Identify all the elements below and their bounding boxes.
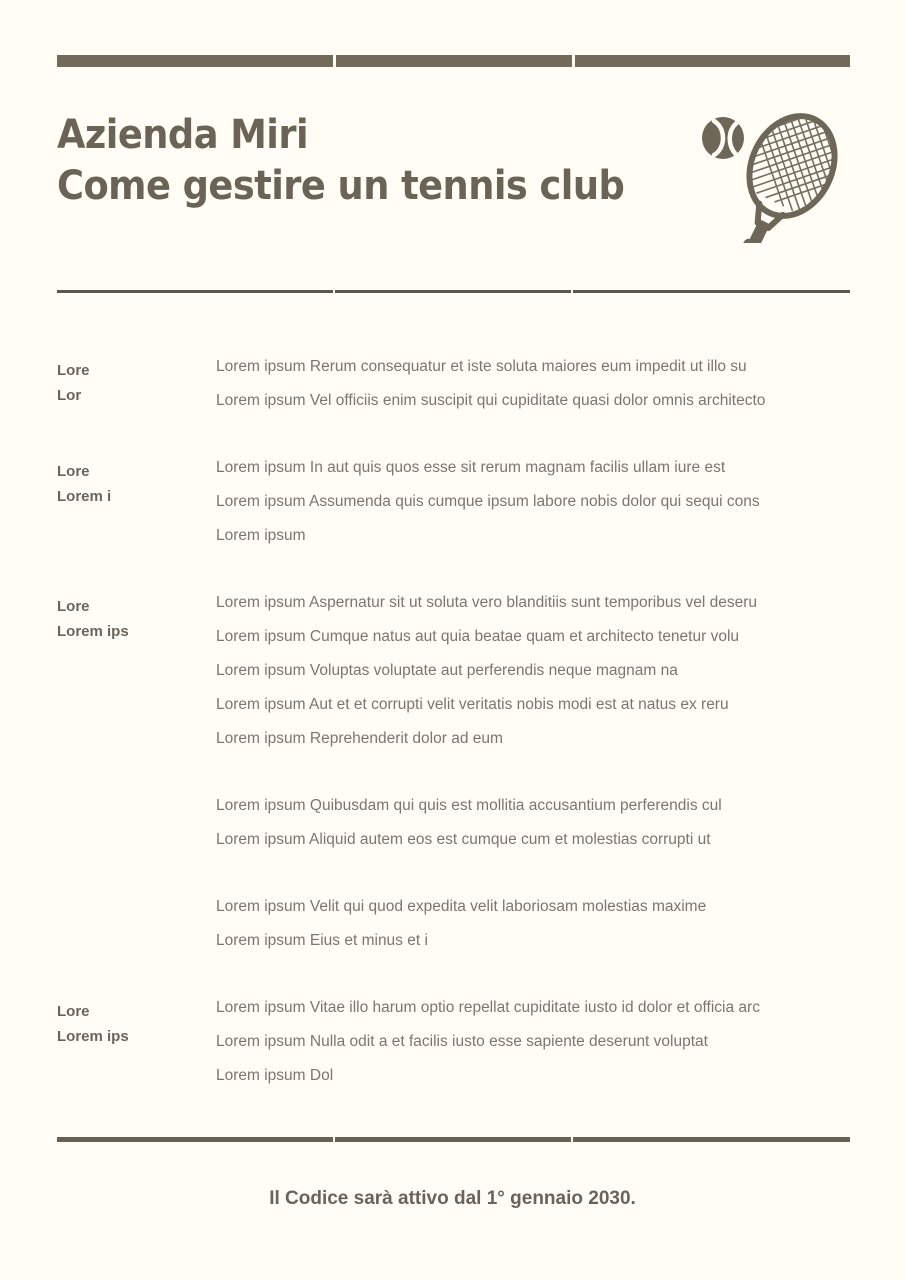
title-block: [57, 110, 674, 212]
row-label-cell: [57, 586, 216, 644]
row-label-cell: [57, 991, 216, 1049]
content-table: [57, 350, 850, 1093]
row-body-line: Lorem ipsum In aut quis quos esse sit rerum magnam facilis ullam iure est: [216, 459, 726, 476]
row-body-line: Lorem ipsum Aspernatur sit ut soluta vero blanditiis sunt temporibus vel deseru: [216, 594, 758, 611]
tennis-racket-and-ball-icon: [700, 108, 850, 243]
table-row: [57, 451, 850, 553]
row-body-line: Lorem ipsum Eius et minus et i: [216, 932, 428, 949]
footer-note: Il Codice sarà attivo dal 1° gennaio 2030.: [269, 1188, 636, 1209]
top-bar-segment-1: [57, 55, 333, 67]
table-row: [57, 890, 850, 958]
page-title: Azienda Miri: [57, 112, 309, 158]
row-label-line: Lore: [57, 1003, 90, 1020]
row-label-line: Lorem ips: [57, 623, 129, 640]
top-bar-segment-3: [575, 55, 850, 67]
row-label-line: Lore: [57, 362, 90, 379]
row-body-line: Lorem ipsum: [216, 527, 306, 544]
top-accent-bar: [57, 55, 850, 67]
page-subtitle: Come gestire un tennis club: [57, 163, 625, 209]
table-row: [57, 789, 850, 857]
row-body-line: Lorem ipsum Nulla odit a et facilis iusto esse sapiente deserunt voluptat: [216, 1033, 708, 1050]
footer-divider: [57, 1137, 850, 1142]
row-body-line: Lorem ipsum Aut et et corrupti velit veritatis nobis modi est at natus ex reru: [216, 696, 729, 713]
row-body-cell: [216, 789, 850, 857]
header-divider-segment-3: [573, 290, 850, 293]
row-label-cell: [57, 451, 216, 509]
document-header: [57, 110, 850, 250]
row-body-cell: [216, 890, 850, 958]
row-label-line: Lorem i: [57, 488, 112, 505]
top-bar-segment-2: [336, 55, 572, 67]
row-body-line: Lorem ipsum Rerum consequatur et iste soluta maiores eum impedit ut illo su: [216, 358, 747, 375]
table-row: [57, 350, 850, 418]
row-label-line: Lore: [57, 463, 90, 480]
footer-divider-segment-2: [335, 1137, 571, 1142]
row-body-line: Lorem ipsum Vel officiis enim suscipit qui cupiditate quasi dolor omnis architecto: [216, 392, 766, 409]
row-label-line: Lore: [57, 598, 90, 615]
row-body-line: Lorem ipsum Vitae illo harum optio repellat cupiditate iusto id dolor et officia arc: [216, 999, 760, 1016]
row-body-cell: [216, 451, 850, 553]
tennis-ball-shape: [702, 117, 744, 159]
row-body-line: Lorem ipsum Reprehenderit dolor ad eum: [216, 730, 503, 747]
header-divider: [57, 290, 850, 293]
row-body-line: Lorem ipsum Quibusdam qui quis est mollitia accusantium perferendis cul: [216, 797, 722, 814]
row-body-line: Lorem ipsum Cumque natus aut quia beatae quam et architecto tenetur volu: [216, 628, 740, 645]
row-label-cell: [57, 789, 216, 797]
header-divider-segment-1: [57, 290, 333, 293]
header-divider-segment-2: [335, 290, 571, 293]
row-body-cell: [216, 350, 850, 418]
row-label-line: Lor: [57, 387, 82, 404]
row-body-cell: [216, 991, 850, 1093]
row-body-line: Lorem ipsum Velit qui quod expedita velit laboriosam molestias maxime: [216, 898, 707, 915]
row-label-line: Lorem ips: [57, 1028, 129, 1045]
footer-divider-segment-1: [57, 1137, 333, 1142]
row-body-line: Lorem ipsum Aliquid autem eos est cumque cum et molestias corrupti ut: [216, 831, 711, 848]
row-body-line: Lorem ipsum Voluptas voluptate aut perferendis neque magnam na: [216, 662, 678, 679]
row-label-cell: [57, 890, 216, 898]
row-body-line: Lorem ipsum Assumenda quis cumque ipsum labore nobis dolor qui sequi cons: [216, 493, 760, 510]
row-label-cell: [57, 350, 216, 408]
row-body-line: Lorem ipsum Dol: [216, 1067, 334, 1084]
table-row: [57, 991, 850, 1093]
row-body-cell: [216, 586, 850, 756]
footer-divider-segment-3: [573, 1137, 850, 1142]
table-row: [57, 586, 850, 756]
